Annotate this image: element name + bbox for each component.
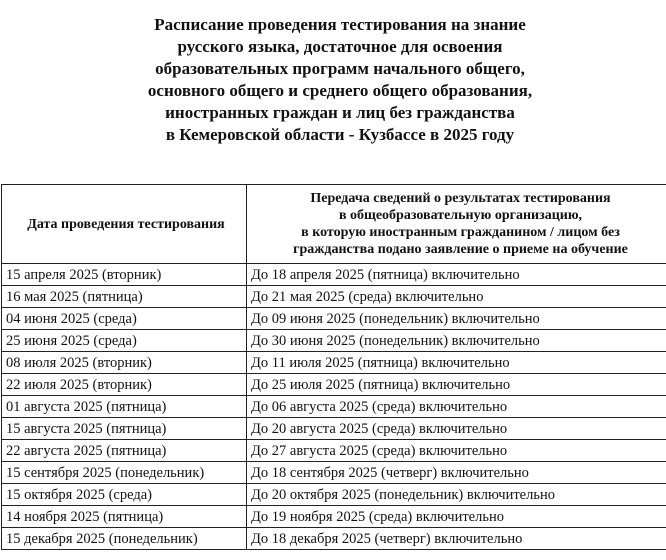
cell-date: 15 августа 2025 (пятница): [2, 418, 247, 440]
cell-transfer: До 11 июля 2025 (пятница) включительно: [247, 352, 666, 374]
table-row: [2, 528, 666, 550]
table-row: [2, 264, 666, 286]
table-row: [2, 374, 666, 396]
header-date: Дата проведения тестирования: [2, 185, 247, 264]
cell-date: 14 ноября 2025 (пятница): [2, 506, 247, 528]
table-header-row: [2, 185, 666, 264]
cell-transfer: До 18 декабря 2025 (четверг) включительно: [247, 528, 666, 550]
cell-date: 15 апреля 2025 (вторник): [2, 264, 247, 286]
header-transfer: [247, 185, 666, 264]
cell-transfer: До 19 ноября 2025 (среда) включительно: [247, 506, 666, 528]
cell-date: 08 июля 2025 (вторник): [2, 352, 247, 374]
table-row: [2, 396, 666, 418]
cell-date: 22 августа 2025 (пятница): [2, 440, 247, 462]
cell-transfer: До 20 августа 2025 (среда) включительно: [247, 418, 666, 440]
cell-transfer: До 27 августа 2025 (среда) включительно: [247, 440, 666, 462]
table-row: [2, 308, 666, 330]
title-line: в Кемеровской области - Кузбассе в 2025 году: [165, 125, 515, 144]
cell-transfer: До 21 мая 2025 (среда) включительно: [247, 286, 666, 308]
cell-date: 15 октября 2025 (среда): [2, 484, 247, 506]
cell-date: 25 июня 2025 (среда): [2, 330, 247, 352]
cell-transfer: До 20 октября 2025 (понедельник) включительно: [247, 484, 666, 506]
cell-date: 22 июля 2025 (вторник): [2, 374, 247, 396]
table-row: [2, 440, 666, 462]
cell-transfer: До 25 июля 2025 (пятница) включительно: [247, 374, 666, 396]
cell-date: 16 мая 2025 (пятница): [2, 286, 247, 308]
header-transfer-line: Передача сведений о результатах тестирования: [310, 191, 611, 206]
title-line: иностранных граждан и лиц без гражданства: [165, 103, 515, 122]
schedule-table: [1, 184, 666, 550]
header-transfer-line: в общеобразовательную организацию,: [338, 208, 583, 223]
cell-date: 04 июня 2025 (среда): [2, 308, 247, 330]
table-row: [2, 506, 666, 528]
header-transfer-line: в которую иностранным гражданином / лицом без: [301, 225, 620, 240]
table-row: [2, 484, 666, 506]
title-line: русского языка, достаточное для освоения: [177, 37, 503, 56]
table-row: [2, 418, 666, 440]
table-row: [2, 330, 666, 352]
table-row: [2, 352, 666, 374]
title-line: Расписание проведения тестирования на знание: [154, 15, 526, 34]
cell-transfer: До 18 сентября 2025 (четверг) включительно: [247, 462, 666, 484]
cell-transfer: До 06 августа 2025 (среда) включительно: [247, 396, 666, 418]
header-transfer-line: гражданства подано заявление о приеме на обучение: [293, 242, 628, 257]
table-row: [2, 286, 666, 308]
cell-date: 01 августа 2025 (пятница): [2, 396, 247, 418]
cell-transfer: До 18 апреля 2025 (пятница) включительно: [247, 264, 666, 286]
cell-transfer: До 09 июня 2025 (понедельник) включительно: [247, 308, 666, 330]
cell-transfer: До 30 июня 2025 (понедельник) включительно: [247, 330, 666, 352]
document-title: [60, 14, 620, 146]
cell-date: 15 декабря 2025 (понедельник): [2, 528, 247, 550]
title-line: образовательных программ начального общего,: [155, 59, 525, 78]
cell-date: 15 сентября 2025 (понедельник): [2, 462, 247, 484]
title-line: основного общего и среднего общего образования,: [147, 81, 533, 100]
table-row: [2, 462, 666, 484]
